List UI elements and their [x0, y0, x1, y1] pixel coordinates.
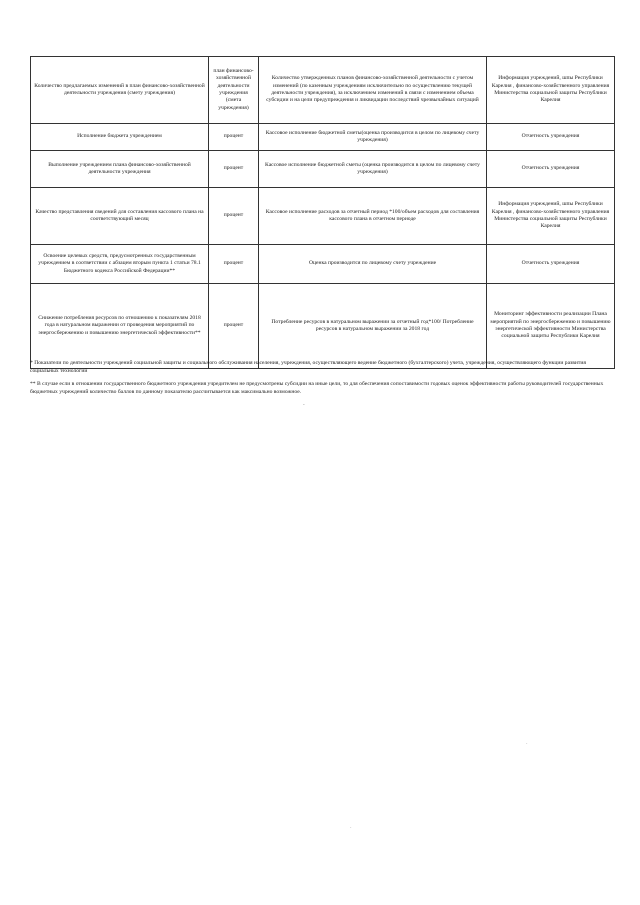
unit-cell: процент	[209, 188, 259, 245]
indicator-cell: Количество предлагаемых изменений в план финансово-хозяйственной деятельности учреждения (смету учреждения)	[31, 57, 209, 124]
source-cell: Отчетность учреждения	[487, 245, 615, 284]
scan-speck: ·	[526, 742, 528, 747]
table-row	[31, 245, 615, 284]
indicator-cell: Освоение целевых средств, предусмотренных государственным учреждением в соответствии с абзацем вторым пункта 1 статьи 78.1 Бюджетного кодекса Российской Федерации**	[31, 245, 209, 284]
footnote-1: * Показатели по деятельности учреждений социальной защиты и социального обслуживания населения, учреждения, осуществляющего ведение бюджетного (бухгалтерского) учета, учреждения, осуществляющего функции развития социальных технологий	[30, 360, 586, 374]
indicator-cell: Выполнение учреждением плана финансово-хозяйственной деятельности учреждения	[31, 151, 209, 188]
scan-speck: -	[303, 403, 305, 408]
unit-cell: процент	[209, 124, 259, 151]
table-row	[31, 124, 615, 151]
source-cell: Информация учреждений, шпы Республики Карелия , финансово-хозяйственного управления Министерства социальной защиты Республики Карелия	[487, 188, 615, 245]
indicator-cell: Качество представления сведений для составления кассового плана на соответствующий месяц	[31, 188, 209, 245]
formula-cell: Кассовое исполнение бюджетной сметы (оценка производится в целом по лицевому счету учреждения)	[259, 151, 487, 188]
unit-cell: процент	[209, 284, 259, 369]
footnote-2: ** В случае если в отношении государственного бюджетного учреждения учредителем не предусмотрены субсидии на иные цели, то для обеспечения сопоставимости годовых оценок эффективности работы руководителей государственных бюджетных учреждений количество баллов по данному показателю рассчитывается как максимально возможное.	[30, 381, 604, 395]
indicators-table	[30, 56, 615, 369]
indicator-cell: Снижение потребления ресурсов по отношению к показателям 2018 года в натуральном выражении от проведения мероприятий по энергосбережению и повышению энергетической эффективности**	[31, 284, 209, 369]
footnotes	[30, 360, 614, 402]
formula-cell: Потребление ресурсов в натуральном выражении за отчетный год*100/ Потребление ресурсов в натуральном выражении за 2018 год	[259, 284, 487, 369]
formula-cell: Кассовое исполнение бюджетной сметы(оценка производится в целом по лицевому счету учреждения)	[259, 124, 487, 151]
table-row	[31, 284, 615, 369]
formula-cell: Кассовое исполнение расходов за отчетный период *100/объем расходов для составления кассового плана в отчетном периоде	[259, 188, 487, 245]
formula-cell: Количество утвержденных планов финансово-хозяйственной деятельности с учетом изменений (по казенным учреждениям исключительно по осуществлению текущей деятельности учреждения), за исключением изменений в связи с изменением объема субсидии и на цели предупреждения и ликвидации последствий чрезвычайных ситуаций	[259, 57, 487, 124]
table-row	[31, 151, 615, 188]
source-cell: Отчетность учреждения	[487, 151, 615, 188]
indicator-cell: Исполнение бюджета учреждением	[31, 124, 209, 151]
table-row	[31, 188, 615, 245]
table-row	[31, 57, 615, 124]
unit-cell: процент	[209, 151, 259, 188]
source-cell: Информация учреждений, шпы Республики Карелия , финансово-хозяйственного управления Министерства социальной защиты Республики Карелия	[487, 57, 615, 124]
source-cell: Мониторинг эффективности реализации Плана мероприятий по энергосбережению и повышению энергетической эффективности Министерства социальной защиты Республики Карелия	[487, 284, 615, 369]
scan-speck: ·	[350, 826, 352, 831]
unit-cell: план финансово-хозяйственной деятельности учреждения (смета учреждения)	[209, 57, 259, 124]
unit-cell: процент	[209, 245, 259, 284]
formula-cell: Оценка производится по лицевому счету учреждение	[259, 245, 487, 284]
source-cell: Отчетность учреждения	[487, 124, 615, 151]
